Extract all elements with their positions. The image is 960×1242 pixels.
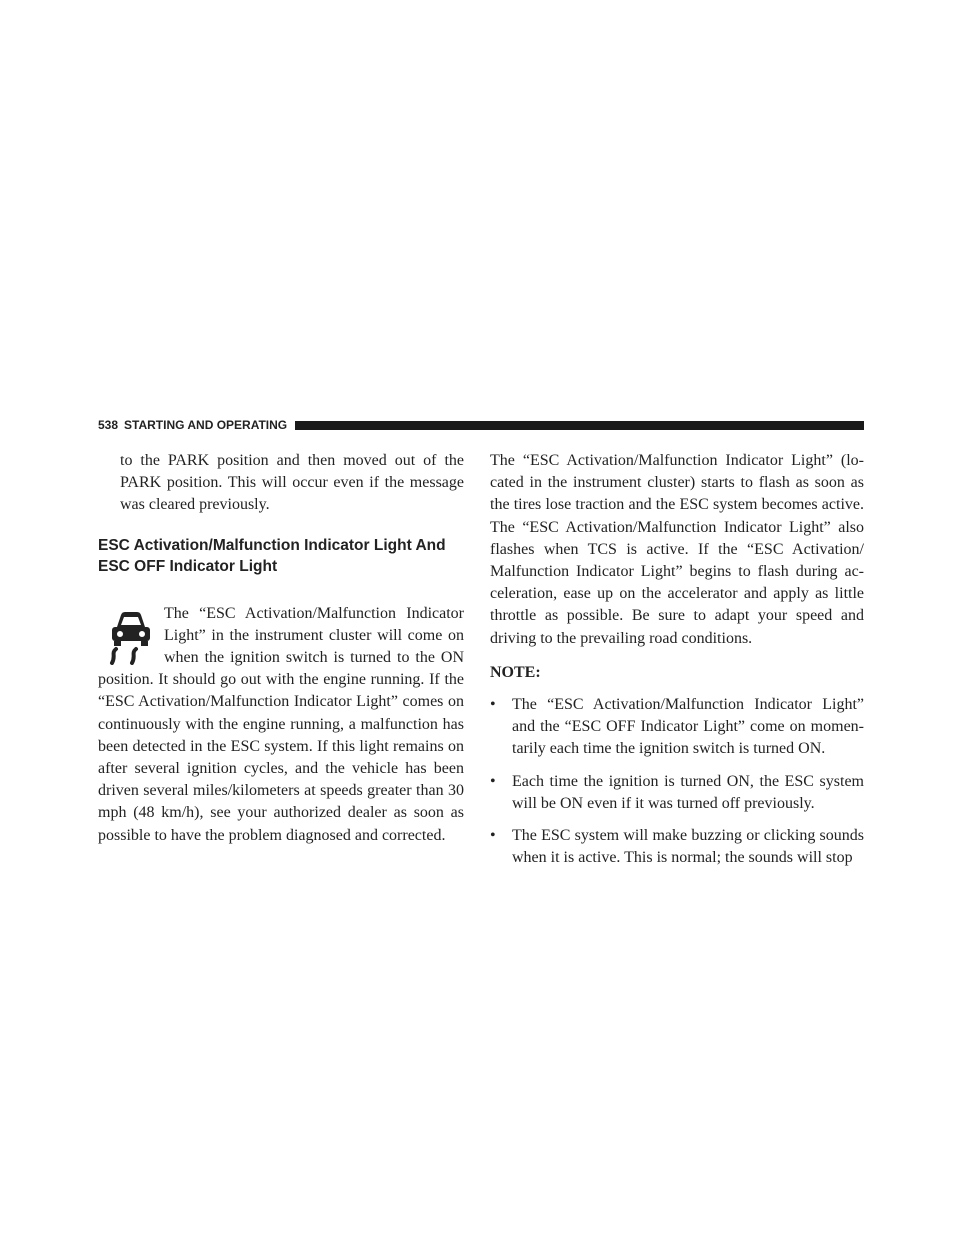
bullet: • (490, 827, 496, 845)
list-item (490, 825, 864, 869)
list-item (490, 771, 864, 815)
note-text: The “ESC Activation/Malfunction Indicator Light” and the “ESC OFF Indicator Light” come on momentarily each time the ignition switch is turned ON. (512, 696, 864, 758)
esc-body-paragraph: The “ESC Activation/Malfunction Indicator Light” in the instrument cluster will come on when the ignition switch is turned to the ON position. It should go out with the engine running. If the “ESC Activation/Malfunction Indicator Light” comes on continuously with the engine running, a malfunction has been detected in the ESC system. If this light remains on after several ignition cycles, and the vehicle has been driven several miles/kilometers at speeds greater than 30 mph (48 km/h), see your authorized dealer as soon as possible to have the problem diagnosed and corrected. (98, 604, 464, 844)
list-item (490, 694, 864, 761)
page-number: 538 (98, 418, 119, 432)
section-title: STARTING AND OPERATING (124, 418, 288, 432)
header-rule (295, 421, 864, 430)
note-text: The ESC system will make buzzing or clicking sounds when it is active. This is normal; the sounds will stop (512, 827, 864, 867)
bullet: • (490, 772, 496, 790)
continuation-paragraph: to the PARK position and then moved out of the PARK position. This will occur even if the message was cleared previously. (120, 452, 464, 514)
section-heading: ESC Activation/Malfunction Indicator Light And ESC OFF Indicator Light (98, 536, 446, 575)
page-header (98, 418, 864, 432)
esc-skidding-car-icon (108, 609, 154, 665)
flash-paragraph: The “ESC Activation/Malfunction Indicator Light” (located in the instrument cluster) starts to flash as soon as the tires lose traction and the ESC system becomes active. The “ESC Activation/Malfunction Indicator Light” also flashes when TCS is active. If the “ESC Activation/ Malfunction Indicator Light” begins to flash during acceleration, ease up on the accelerator and apply as little throttle as possible. Be sure to adapt your speed and driving to the prevailing road conditions. (490, 452, 864, 647)
note-label: NOTE: (490, 663, 541, 681)
bullet: • (490, 696, 496, 714)
note-list (490, 694, 864, 869)
right-column (490, 450, 864, 879)
note-text: Each time the ignition is turned ON, the ESC system will be ON even if it was turned off previously. (512, 772, 864, 812)
left-column (98, 450, 464, 847)
